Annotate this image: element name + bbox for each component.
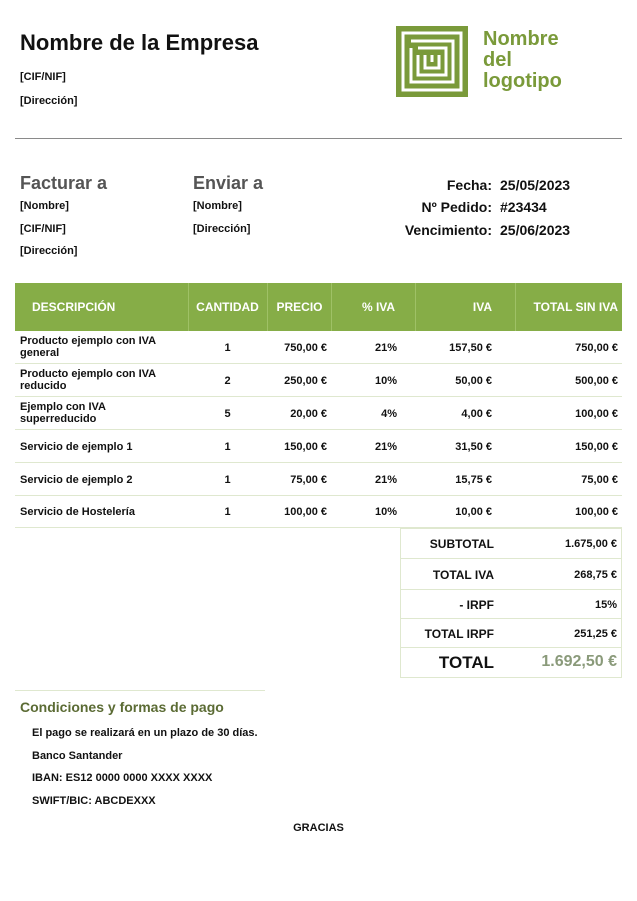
row-description: Servicio de ejemplo 2: [20, 474, 133, 486]
thanks-text: GRACIAS: [293, 822, 344, 834]
row-vat: 50,00 €: [455, 375, 492, 387]
row-quantity: 5: [224, 408, 231, 420]
row-vat-pct: 10%: [374, 375, 397, 387]
bill-to-cif: [CIF/NIF]: [20, 223, 66, 235]
total-irpf-value: 251,25 €: [574, 628, 617, 640]
subtotal-value: 1.675,00 €: [565, 538, 617, 550]
header-quantity: CANTIDAD: [196, 300, 259, 314]
row-description: Servicio de ejemplo 1: [20, 441, 133, 453]
row-price: 150,00 €: [284, 441, 327, 453]
header-description: DESCRIPCIÓN: [32, 300, 116, 314]
ship-to-address: [Dirección]: [193, 223, 251, 235]
row-description: Servicio de Hostelería: [20, 506, 135, 518]
grand-total-value: 1.692,50 €: [541, 653, 617, 670]
subtotal-label: SUBTOTAL: [429, 537, 494, 551]
row-quantity: 1: [224, 342, 231, 354]
subtotal-row: [400, 528, 622, 559]
total-vat-label: TOTAL IVA: [432, 568, 494, 582]
due-label: Vencimiento:: [404, 222, 492, 238]
row-total: 500,00 €: [575, 375, 618, 387]
row-total: 100,00 €: [575, 408, 618, 420]
conditions-title: Condiciones y formas de pago: [20, 699, 224, 715]
row-price: 100,00 €: [284, 506, 327, 518]
row-total: 150,00 €: [575, 441, 618, 453]
date-value: 25/05/2023: [500, 177, 571, 193]
table-header: [15, 283, 622, 331]
header-total: TOTAL SIN IVA: [533, 300, 618, 314]
row-vat: 4,00 €: [461, 408, 492, 420]
grand-total-row: [400, 648, 622, 678]
row-quantity: 1: [224, 474, 231, 486]
order-label: Nº Pedido:: [421, 199, 492, 215]
conditions-bank: Banco Santander: [32, 750, 123, 762]
row-vat-pct: 10%: [374, 506, 397, 518]
conditions-iban: IBAN: ES12 0000 0000 XXXX XXXX: [32, 772, 213, 784]
row-price: 250,00 €: [284, 375, 327, 387]
irpf-row: [400, 590, 622, 619]
row-quantity: 2: [224, 375, 231, 387]
conditions-divider: [15, 690, 265, 691]
row-vat: 10,00 €: [455, 506, 492, 518]
row-quantity: 1: [224, 506, 231, 518]
logo-maze-icon: [396, 26, 468, 97]
row-quantity: 1: [224, 441, 231, 453]
header-vat-pct: % IVA: [361, 300, 396, 314]
irpf-value: 15%: [594, 599, 617, 611]
order-value: #23434: [500, 199, 547, 215]
row-vat-pct: 21%: [374, 342, 397, 354]
bill-to-name: [Nombre]: [20, 200, 69, 212]
bill-to-address: [Dirección]: [20, 245, 78, 257]
row-vat-pct: 21%: [374, 441, 397, 453]
row-total: 750,00 €: [575, 342, 618, 354]
row-price: 75,00 €: [290, 474, 327, 486]
header-divider: [15, 138, 622, 139]
table-row: [15, 364, 622, 397]
table-row: [15, 430, 622, 463]
total-vat-row: [400, 559, 622, 590]
header-price: PRECIO: [276, 300, 323, 314]
date-label: Fecha:: [446, 177, 492, 193]
company-cif: [CIF/NIF]: [20, 71, 66, 83]
row-vat-pct: 21%: [374, 474, 397, 486]
table-row: [15, 397, 622, 430]
company-address: [Dirección]: [20, 95, 78, 107]
total-irpf-row: [400, 619, 622, 648]
row-vat: 31,50 €: [455, 441, 492, 453]
row-description: Producto ejemplo con IVA reducido: [20, 368, 156, 392]
irpf-label: - IRPF: [459, 598, 494, 612]
table-row: [15, 463, 622, 496]
table-row: [15, 496, 622, 528]
conditions-line: El pago se realizará en un plazo de 30 días.: [32, 727, 258, 739]
ship-to-name: [Nombre]: [193, 200, 242, 212]
logo-text: Nombre del logotipo: [483, 28, 562, 92]
row-total: 75,00 €: [581, 474, 618, 486]
company-name: Nombre de la Empresa: [20, 30, 259, 55]
grand-total-label: TOTAL: [438, 653, 494, 672]
ship-to-title: Enviar a: [193, 173, 264, 193]
conditions-swift: SWIFT/BIC: ABCDEXXX: [32, 795, 156, 807]
total-irpf-label: TOTAL IRPF: [424, 627, 494, 641]
header-vat: IVA: [472, 300, 492, 314]
total-vat-value: 268,75 €: [574, 569, 617, 581]
due-value: 25/06/2023: [500, 222, 571, 238]
row-description: Ejemplo con IVA superreducido: [20, 401, 106, 425]
row-price: 750,00 €: [284, 342, 327, 354]
row-vat: 157,50 €: [449, 342, 492, 354]
table-row: [15, 331, 622, 364]
row-price: 20,00 €: [290, 408, 327, 420]
row-vat: 15,75 €: [455, 474, 492, 486]
row-vat-pct: 4%: [381, 408, 397, 420]
bill-to-title: Facturar a: [20, 173, 108, 193]
row-total: 100,00 €: [575, 506, 618, 518]
row-description: Producto ejemplo con IVA general: [20, 335, 156, 359]
